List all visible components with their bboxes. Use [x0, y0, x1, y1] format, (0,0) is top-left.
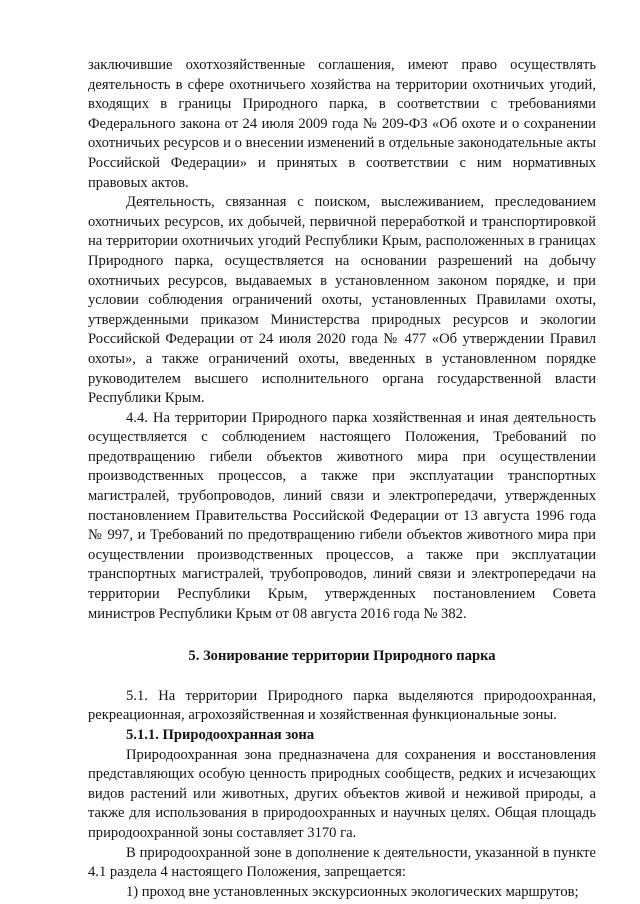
document-page	[88, 56, 596, 902]
section-heading-zoning: 5. Зонирование территории Природного парка	[188, 648, 496, 665]
paragraph-hunting-agreements: заключившие охотхозяйственные соглашения, имеют право осуществлять деятельность в сфере охотничьего хозяйства на территории охотничьих угодий, входящих в границы Природного парка, в соответствии с требованиями Федерального закона от 24 июля 2009 года № 209-ФЗ «Об охоте и о сохранении охотничьих ресурсов и о внесении изменений в отдельные законодательные акты Российской Федерации» и принятых в соответствии с ним нормативных правовых актов.	[88, 57, 596, 191]
paragraph-5-1: 5.1. На территории Природного парка выделяются природоохранная, рекреационная, агрохозяйственная и хозяйственная функциональные зоны.	[88, 687, 596, 724]
paragraph-zone-purpose: Природоохранная зона предназначена для сохранения и восстановления представляющих особую ценность природных сообществ, редких и исчезающих видов растений или животных, других объектов живой и неживой природы, а также для использования в природоохранных и научных целях. Общая площадь природоохранной зоны составляет 3170 га.	[88, 746, 596, 841]
subheading-5-1-1: 5.1.1. Природоохранная зона	[126, 727, 315, 743]
paragraph-zone-prohibited: В природоохранной зоне в дополнение к деятельности, указанной в пункте 4.1 раздела 4 настоящего Положения, запрещается:	[88, 844, 596, 881]
list-item-1: 1) проход вне установленных экскурсионных экологических маршрутов;	[126, 883, 579, 900]
paragraph-4-4: 4.4. На территории Природного парка хозяйственная и иная деятельность осуществляется с соблюдением настоящего Положения, Требований по предотвращению гибели объектов животного мира при осуществлении производственных процессов, а также при эксплуатации транспортных магистралей, трубопроводов, линий связи и электропередачи, утвержденных постановлением Правительства Российской Федерации от 13 августа 1996 года № 997, и Требований по предотвращению гибели объектов животного мира при осуществлении производственных процессов, а также при эксплуатации транспортных магистралей, трубопроводов, линий связи и электропередачи на территории Республики Крым, утвержденных постановлением Совета министров Республики Крым от 08 августа 2016 года № 382.	[88, 409, 596, 622]
paragraph-hunting-activity: Деятельность, связанная с поиском, выслеживанием, преследованием охотничьих ресурсов, их добычей, первичной переработкой и транспортировкой на территории охотничьих угодий Республики Крым, расположенных в границах Природного парка, осуществляется на основании разрешений на добычу охотничьих ресурсов, выдаваемых в установленном законом порядке, и при условии соблюдения ограничений охоты, установленных Правилами охоты, утвержденными приказом Министерства природных ресурсов и экологии Российской Федерации от 24 июля 2020 года № 477 «Об утверждении Правил охоты», а также ограничений охоты, введенных в установленном порядке руководителем высшего исполнительного органа государственной власти Республики Крым.	[88, 194, 596, 407]
